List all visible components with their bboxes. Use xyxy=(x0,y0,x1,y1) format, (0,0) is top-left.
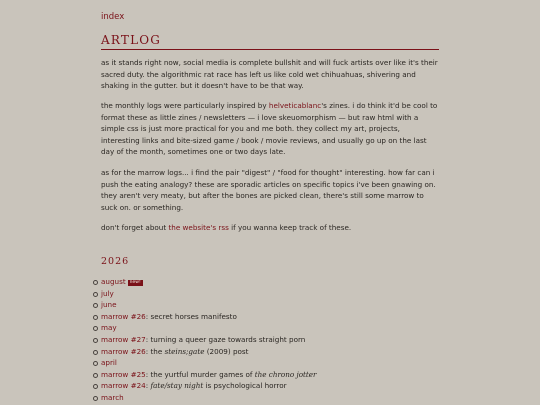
intro-2-after: 's zines. i do think it'd be cool to format these as little zines / newsletters — i love skeuomorphism — but raw html with a simple css is just more practical for you and me both. they collect my art, projects, interesting links and bite-sized game / book / movie reviews, and usually go up on the last day of the month, sometimes one or two days late. xyxy=(101,101,438,156)
intro-paragraph-1: as it stands right now, social media is complete bullshit and will fuck artists over like it's their sacred duty. the algorithmic rat race has left us like cold wet chihuahuas, shivering and shaking in the gutter. but it doesn't have to be that way. xyxy=(101,58,438,90)
log-link-marrow-24[interactable]: marrow #24 xyxy=(101,381,146,391)
log-desc-italic: fate/stay night xyxy=(150,381,204,391)
log-desc: : turning a queer gaze towards straight porn xyxy=(145,334,306,344)
intro-paragraph-4 xyxy=(101,222,439,234)
log-link-marrow-25[interactable]: marrow #25 xyxy=(101,369,146,379)
log-desc-italic: steins;gate xyxy=(164,346,205,356)
list-item xyxy=(93,311,317,323)
list-item xyxy=(93,392,317,404)
list-item xyxy=(93,299,317,311)
list-item xyxy=(93,357,317,369)
log-desc: : xyxy=(145,381,151,391)
log-desc: (2009) post xyxy=(204,346,249,356)
log-link-march[interactable]: march xyxy=(101,392,124,402)
list-item xyxy=(93,322,317,334)
intro-2-before: the monthly logs were particularly inspired by xyxy=(101,101,269,110)
index-link[interactable]: index xyxy=(101,12,125,22)
log-link-july[interactable]: july xyxy=(101,288,114,298)
log-desc: : the yurtful murder games of xyxy=(145,369,255,379)
log-link-may[interactable]: may xyxy=(101,323,117,333)
new-badge: new! xyxy=(129,280,141,285)
log-link-marrow-26-horses[interactable]: marrow #26 xyxy=(101,311,146,321)
rss-link[interactable]: the website's rss xyxy=(168,223,229,232)
log-desc: : the xyxy=(145,346,165,356)
log-desc: is psychological horror xyxy=(203,381,287,391)
list-item xyxy=(93,288,317,300)
list-item xyxy=(93,380,317,392)
intro-4-after: if you wanna keep track of these. xyxy=(228,223,352,232)
log-link-april[interactable]: april xyxy=(101,358,117,368)
intro-4-before: don't forget about xyxy=(101,223,169,232)
log-desc-italic: the chrono jotter xyxy=(254,369,317,379)
log-link-june[interactable]: june xyxy=(101,300,117,310)
list-item xyxy=(93,346,317,358)
page-title: ARTLOG xyxy=(101,33,439,50)
helveticablanc-link[interactable]: helveticablanc xyxy=(268,101,322,110)
year-heading: 2026 xyxy=(101,256,130,267)
log-link-marrow-26-steins[interactable]: marrow #26 xyxy=(101,346,146,356)
intro-paragraph-3: as for the marrow logs... i find the pair "digest" / "food for thought" interesting. how far can i push the eating analogy? these are sporadic articles on specific topics i've been gnawing on. they aren't very meaty, but after the bones are picked clean, there's still some marrow to suck on. or something. xyxy=(101,168,436,212)
log-list xyxy=(93,276,317,404)
list-item xyxy=(93,276,317,288)
list-item xyxy=(93,334,317,346)
list-item xyxy=(93,369,317,381)
log-desc: : secret horses manifesto xyxy=(145,311,237,321)
intro-paragraph-2 xyxy=(101,100,439,158)
log-link-marrow-27[interactable]: marrow #27 xyxy=(101,334,146,344)
log-link-august[interactable]: august xyxy=(101,277,126,286)
